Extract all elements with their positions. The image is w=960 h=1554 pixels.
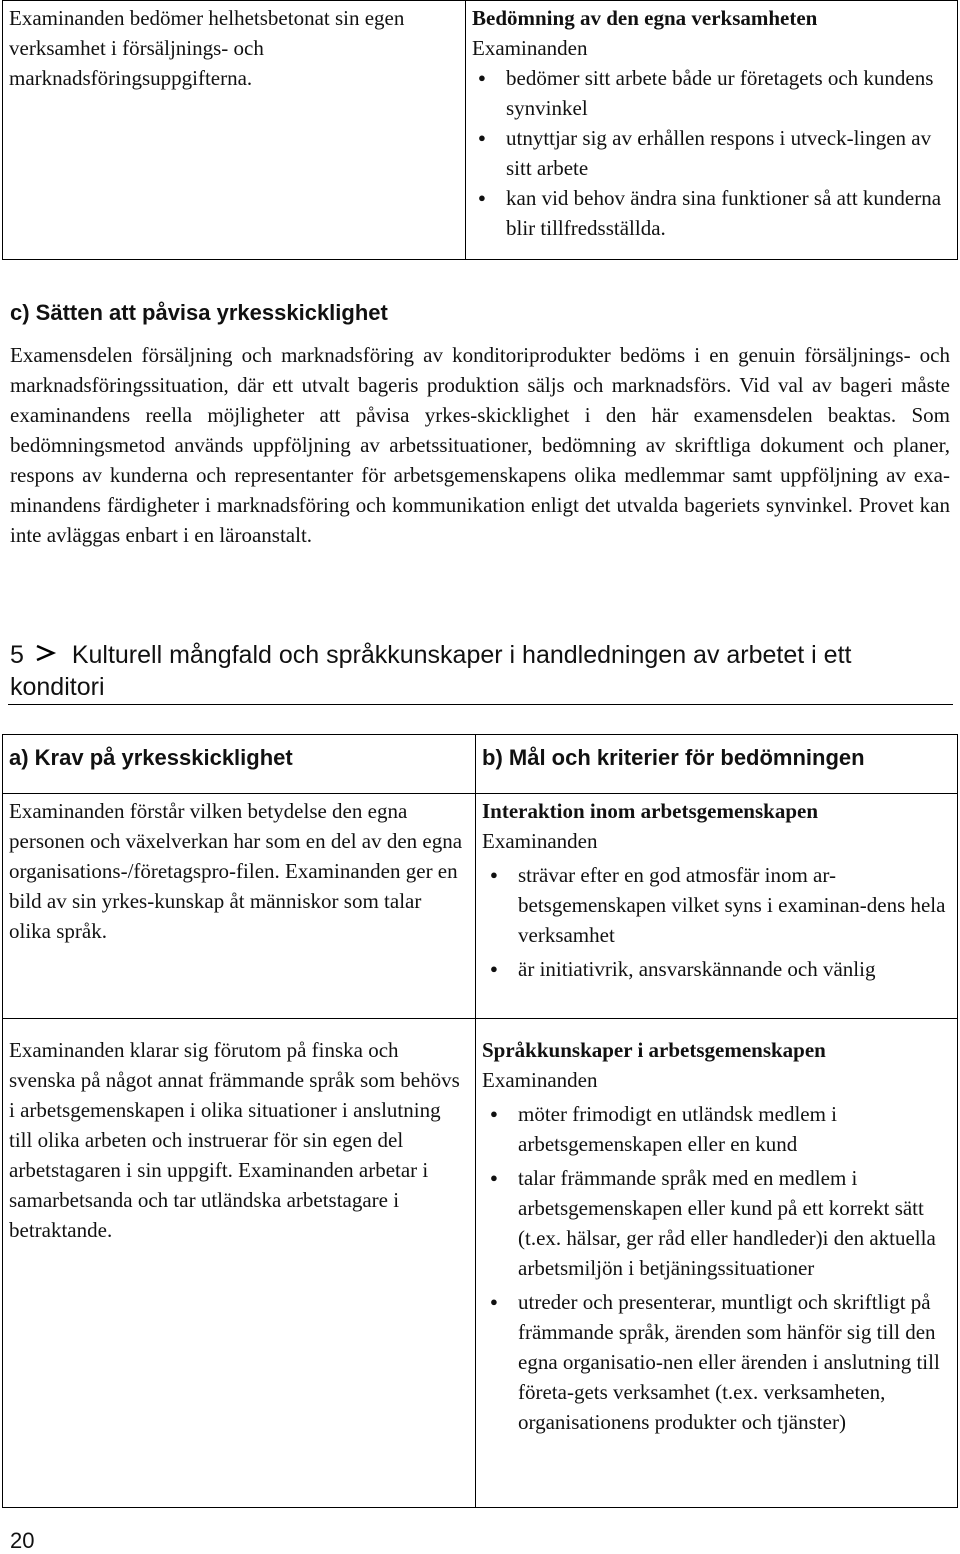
row1-left-text: Examinanden förstår vilken betydelse den egna personen och växelverkan har som en del av den egna organisations-/företagspro-filen. Examinanden ger en bild av sin yrkes-kunskap åt människor som talar olika språk.	[9, 799, 463, 943]
row1-right-cell	[476, 794, 958, 1019]
list-item: ● talar främmande språk med en medlem i arbetsgemenskapen eller kund på ett korrekt sätt (t.ex. hälsar, ger råd eller handleder)i den aktuella arbetsmiljön i betjäningssituationer	[482, 1163, 951, 1283]
list-item: ● strävar efter en god atmosfär inom ar-betsgemenskapen vilket syns i examinan-dens hela verksamhet	[482, 860, 951, 950]
criteria-table	[2, 734, 958, 1508]
col-a-header-cell	[3, 735, 476, 794]
top-criteria-table	[2, 0, 958, 260]
row2-heading: Språkkunskaper i arbetsgemenskapen	[482, 1038, 826, 1062]
row2-subject: Examinanden	[482, 1068, 598, 1092]
list-item: ● utnyttjar sig av erhållen respons i utveck-lingen av sitt arbete	[472, 123, 951, 183]
col-b-header-cell	[476, 735, 958, 794]
section-rule	[8, 704, 953, 705]
list-item: ● bedömer sitt arbete både ur företagets och kundens synvinkel	[472, 63, 951, 123]
section-c-heading	[10, 300, 388, 326]
row2-left-text: Examinanden klarar sig förutom på finska och svenska på något annat främmande språk som behövs i arbetsgemenskapen i olika situationer i anslutning till olika arbeten och instruerar för sin egen del arbetstagaren i sin uppgift. Examinanden arbetar i samarbetsanda och tar utländska arbetstagare i betraktande.	[9, 1038, 460, 1242]
section-5-heading	[10, 640, 910, 703]
list-item: ● kan vid behov ändra sina funktioner så att kunderna blir tillfredsställda.	[472, 183, 951, 243]
row1-left-cell	[3, 794, 476, 1019]
row2-list	[482, 1099, 951, 1437]
row1-heading: Interaktion inom arbetsgemenskapen	[482, 799, 819, 823]
list-item: ● möter frimodigt en utländsk medlem i arbetsgemenskapen eller en kund	[482, 1099, 951, 1159]
top-right-cell	[466, 1, 958, 260]
arrow-icon	[35, 641, 61, 672]
section-number: 5	[10, 641, 24, 669]
row2-right-cell	[476, 1019, 958, 1508]
row1-list	[482, 860, 951, 984]
section-c-body: Examensdelen försäljning och marknadsföring av konditoriprodukter bedöms i en genuin försäljnings- och marknadsföringssituation, där ett utvalt bageris produktion säljs och marknadsförs. Vid val av bageri måste examinandens reella möjligheter att påvisa yrkes-skicklighet i den här examensdelen beaktas. Som bedömningsmetod används uppföljning av arbetssituationer, bedömning av skriftliga dokument och planer, respons av kunderna och representanter för arbetsgemenskapens olika medlemmar samt uppföljning av exa-minandens färdigheter i marknadsföring och kommunikation enligt det utvalda bageriets synvinkel. Provet kan inte avläggas enbart i en läroanstalt.	[10, 343, 950, 547]
list-item: ● är initiativrik, ansvarskännande och vänlig	[482, 954, 951, 984]
row1-subject: Examinanden	[482, 829, 598, 853]
section-c-heading-text: c) Sätten att påvisa yrkesskicklighet	[10, 300, 388, 325]
section-title: Kulturell mångfald och språkkunskaper i handledningen av arbetet i ett konditori	[10, 641, 852, 701]
list-item: ● utreder och presenterar, muntligt och skriftligt på främmande språk, ärenden som hänför sig till den egna organisatio-nen eller ärenden i anslutning till företa-gets verksamhet (t.ex. verksamheten, organisationens produkter och tjänster)	[482, 1287, 951, 1437]
col-b-header: b) Mål och kriterier för bedömningen	[482, 745, 865, 770]
top-right-list	[472, 63, 951, 243]
top-left-cell	[3, 1, 466, 260]
top-right-subject: Examinanden	[472, 36, 588, 60]
page-number: 20	[10, 1528, 35, 1553]
top-right-heading: Bedömning av den egna verksamheten	[472, 6, 818, 30]
row2-left-cell	[3, 1019, 476, 1508]
top-left-text: Examinanden bedömer helhetsbetonat sin egen verksamhet i försäljnings- och marknadsföringsuppgifterna.	[9, 6, 405, 90]
col-a-header: a) Krav på yrkesskicklighet	[9, 745, 293, 770]
